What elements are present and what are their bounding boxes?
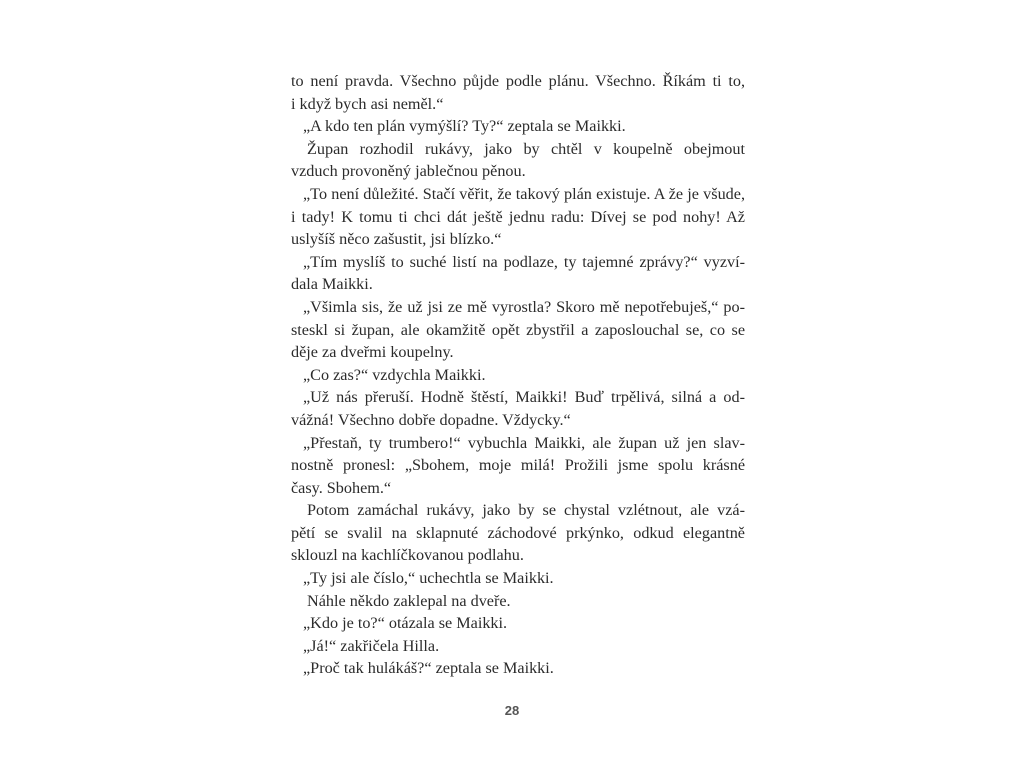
- text-line: Náhle někdo zaklepal na dveře.: [307, 591, 511, 610]
- text-line: vzduch provoněný jablečnou pěnou.: [291, 162, 526, 181]
- text-line: „Tím myslíš to suché listí na podlaze, ty tajemné zprávy?“ vyzví-: [303, 252, 745, 271]
- text-line: „A kdo ten plán vymýšlí? Ty?“ zeptala se Maikki.: [303, 117, 626, 136]
- text-line: Potom zamáchal rukávy, jako by se chystal vzlétnout, ale vzá-: [307, 501, 745, 520]
- text-line: „Přestaň, ty trumbero!“ vybuchla Maikki, ale župan už jen slav-: [303, 433, 745, 452]
- text-line: to není pravda. Všechno půjde podle plánu. Všechno. Říkám ti to,: [291, 72, 745, 90]
- text-line: „Kdo je to?“ otázala se Maikki.: [303, 614, 508, 633]
- text-line: steskl si župan, ale okamžitě opět zbystřil a zaposlouchal se, co se: [291, 320, 745, 339]
- text-line: „To není důležité. Stačí věřit, že takový plán existuje. A že je všude,: [303, 184, 745, 203]
- text-line: pětí se svalil na sklapnuté záchodové prkýnko, odkud elegantně: [291, 523, 745, 542]
- text-line: i tady! K tomu ti chci dát ještě jednu radu: Dívej se pod nohy! Až: [291, 207, 745, 226]
- text-line: „Co zas?“ vzdychla Maikki.: [303, 365, 486, 384]
- text-line: „Já!“ zakřičela Hilla.: [303, 636, 440, 655]
- body-text: [291, 70, 745, 680]
- text-line: „Už nás přeruší. Hodně štěstí, Maikki! Buď trpělivá, silná a od-: [303, 388, 745, 407]
- text-line: dala Maikki.: [291, 275, 373, 294]
- text-line: sklouzl na kachlíčkovanou podlahu.: [291, 546, 524, 565]
- text-line: uslyšíš něco zašustit, jsi blízko.“: [291, 230, 502, 249]
- text-line: „Ty jsi ale číslo,“ uchechtla se Maikki.: [303, 569, 554, 588]
- text-line: nostně pronesl: „Sbohem, moje milá! Prožili jsme spolu krásné: [291, 456, 745, 475]
- text-line: vážná! Všechno dobře dopadne. Vždycky.“: [291, 410, 571, 429]
- text-line: „Proč tak hulákáš?“ zeptala se Maikki.: [303, 659, 554, 678]
- text-line: časy. Sbohem.“: [291, 478, 392, 497]
- text-line: Župan rozhodil rukávy, jako by chtěl v koupelně obejmout: [307, 139, 745, 158]
- text-line: i když bych asi neměl.“: [291, 94, 444, 113]
- text-line: děje za dveřmi koupelny.: [291, 343, 454, 362]
- text-line: „Všimla sis, že už jsi ze mě vyrostla? Skoro mě nepotřebuješ,“ po-: [303, 297, 745, 316]
- page-number: 28: [504, 703, 520, 718]
